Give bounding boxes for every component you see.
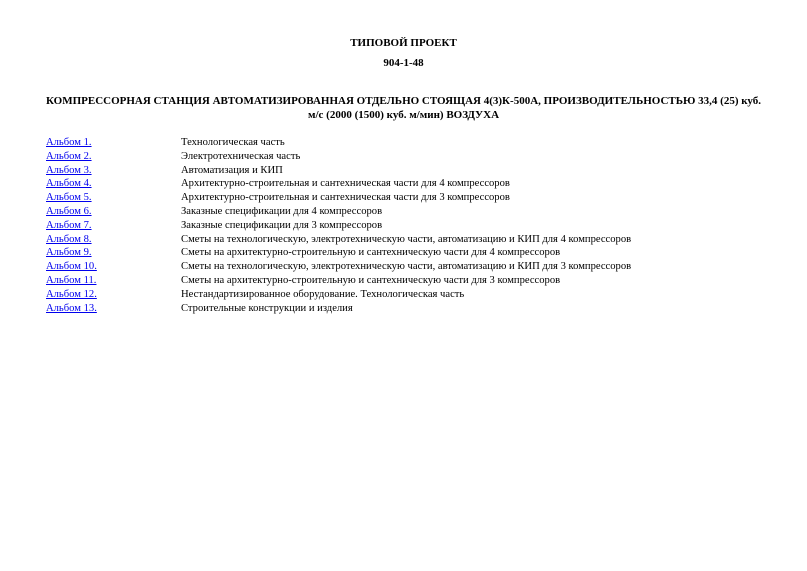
album-description-11: Сметы на архитектурно-строительную и сантехническую части для 3 компрессоров xyxy=(181,274,561,286)
album-list xyxy=(46,136,786,315)
document-title: ТИПОВОЙ ПРОЕКТ xyxy=(350,37,457,49)
album-row-1 xyxy=(46,136,786,150)
album-link-3[interactable]: Альбом 3. xyxy=(46,164,92,176)
album-description-12: Нестандартизированное оборудование. Технологическая часть xyxy=(181,288,465,300)
album-description-7: Заказные спецификации для 3 компрессоров xyxy=(181,219,383,231)
album-row-13 xyxy=(46,302,786,316)
album-row-4 xyxy=(46,177,786,191)
album-link-13[interactable]: Альбом 13. xyxy=(46,302,97,314)
album-description-4: Архитектурно-строительная и сантехническая части для 4 компрессоров xyxy=(181,178,510,190)
album-link-4[interactable]: Альбом 4. xyxy=(46,178,92,190)
album-row-10 xyxy=(46,260,786,274)
album-row-5 xyxy=(46,191,786,205)
album-description-2: Электротехническая часть xyxy=(181,150,301,162)
album-description-1: Технологическая часть xyxy=(181,137,285,148)
album-row-3 xyxy=(46,164,786,178)
album-link-6[interactable]: Альбом 6. xyxy=(46,205,92,217)
album-description-10: Сметы на технологическую, электротехническую части, автоматизацию и КИП для 3 компрессоров xyxy=(181,261,632,273)
document-subtitle: КОМПРЕССОРНАЯ СТАНЦИЯ АВТОМАТИЗИРОВАННАЯ ОТДЕЛЬНО СТОЯЩАЯ 4(3)К-500А, ПРОИЗВОДИТЕЛЬНОСТЬЮ 33,4 (25) куб. м/с (2000 (1500) куб. м/мин) ВОЗДУХА xyxy=(45,95,762,121)
album-description-8: Сметы на технологическую, электротехническую части, автоматизацию и КИП для 4 компрессоров xyxy=(181,233,632,245)
album-row-11 xyxy=(46,274,786,288)
album-link-11[interactable]: Альбом 11. xyxy=(46,274,97,286)
album-row-7 xyxy=(46,219,786,233)
document-number: 904-1-48 xyxy=(383,57,424,69)
album-link-1[interactable]: Альбом 1. xyxy=(46,137,92,148)
album-link-12[interactable]: Альбом 12. xyxy=(46,288,97,300)
album-description-6: Заказные спецификации для 4 компрессоров xyxy=(181,205,383,217)
album-row-6 xyxy=(46,205,786,219)
album-link-5[interactable]: Альбом 5. xyxy=(46,192,92,204)
album-row-2 xyxy=(46,150,786,164)
album-link-8[interactable]: Альбом 8. xyxy=(46,233,92,245)
album-row-9 xyxy=(46,246,786,260)
album-row-8 xyxy=(46,233,786,247)
album-description-9: Сметы на архитектурно-строительную и сантехническую части для 4 компрессоров xyxy=(181,247,561,259)
album-link-9[interactable]: Альбом 9. xyxy=(46,247,92,259)
album-description-3: Автоматизация и КИП xyxy=(181,164,283,176)
album-description-13: Строительные конструкции и изделия xyxy=(181,302,353,314)
album-link-7[interactable]: Альбом 7. xyxy=(46,219,92,231)
album-description-5: Архитектурно-строительная и сантехническая части для 3 компрессоров xyxy=(181,192,510,204)
album-row-12 xyxy=(46,288,786,302)
album-link-10[interactable]: Альбом 10. xyxy=(46,261,97,273)
album-link-2[interactable]: Альбом 2. xyxy=(46,150,92,162)
